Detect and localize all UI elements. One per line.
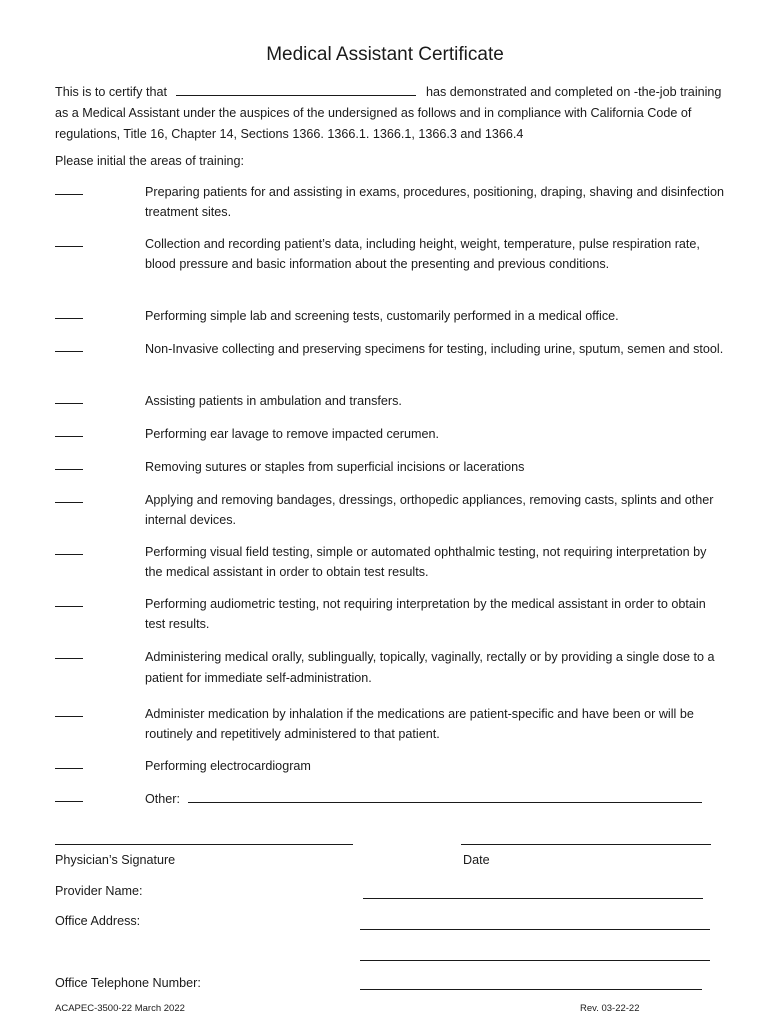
initial-field[interactable] xyxy=(55,606,83,607)
date-line[interactable] xyxy=(461,844,711,845)
intro-text: has demonstrated and completed on -the-job training as a Medical Assistant under the auspices of the undersigned as follows and in compliance with California Code of regulations, Title 16, Chapter 14, Sections 1366. 1366.1. 1366.1, 1366.3 and 1366.4 xyxy=(55,85,722,141)
initial-field[interactable] xyxy=(55,716,83,717)
initial-field[interactable] xyxy=(55,658,83,659)
office-address-line[interactable] xyxy=(360,929,710,930)
training-item-text: Performing electrocardiogram xyxy=(145,759,311,773)
training-item-text: Preparing patients for and assisting in exams, procedures, positioning, draping, shaving and disinfection treatment sites. xyxy=(145,185,724,219)
initial-field[interactable] xyxy=(55,194,83,195)
initial-field[interactable] xyxy=(55,469,83,470)
training-item-text: Assisting patients in ambulation and transfers. xyxy=(145,394,402,408)
training-item-text: Non-Invasive collecting and preserving specimens for testing, including urine, sputum, semen and stool. xyxy=(145,342,724,356)
other-field[interactable] xyxy=(188,802,702,803)
physician-signature-line[interactable] xyxy=(55,844,353,845)
provider-name-line[interactable] xyxy=(363,898,703,899)
intro-prefix: This is to certify that xyxy=(55,85,167,99)
initial-field[interactable] xyxy=(55,351,83,352)
other-label: Other: xyxy=(145,792,180,806)
initial-field[interactable] xyxy=(55,502,83,503)
initial-field[interactable] xyxy=(55,801,83,802)
office-address-label: Office Address: xyxy=(55,914,141,928)
initial-field[interactable] xyxy=(55,554,83,555)
training-item-text: Performing visual field testing, simple or automated ophthalmic testing, not requiring interpretation by the medical assistant in order to obtain test results. xyxy=(145,545,707,579)
other-row xyxy=(145,790,725,810)
office-phone-label: Office Telephone Number: xyxy=(55,976,201,990)
training-item-text: Applying and removing bandages, dressings, orthopedic appliances, removing casts, splints and other internal devices. xyxy=(145,493,714,527)
certification-statement xyxy=(55,82,725,145)
page-title: Medical Assistant Certificate xyxy=(266,44,504,65)
trainee-name-field[interactable] xyxy=(176,95,416,96)
initial-field[interactable] xyxy=(55,318,83,319)
office-phone-line[interactable] xyxy=(360,989,702,990)
training-item-text: Performing ear lavage to remove impacted cerumen. xyxy=(145,427,439,441)
form-id: ACAPEC-3500-22 March 2022 xyxy=(55,1003,185,1014)
instructions: Please initial the areas of training: xyxy=(55,154,245,168)
office-address-line-2[interactable] xyxy=(360,960,710,961)
initial-field[interactable] xyxy=(55,246,83,247)
training-item-text: Administer medication by inhalation if the medications are patient-specific and have been or will be routinely and repetitively administered to that patient. xyxy=(145,707,694,741)
training-item-text: Collection and recording patient’s data, including height, weight, temperature, pulse respiration rate, blood pressure and basic information about the presenting and previous conditions. xyxy=(145,237,700,271)
physician-signature-label: Physician’s Signature xyxy=(55,853,176,867)
date-label: Date xyxy=(463,853,490,867)
initial-field[interactable] xyxy=(55,436,83,437)
provider-name-label: Provider Name: xyxy=(55,884,143,898)
training-item-text: Performing audiometric testing, not requiring interpretation by the medical assistant in order to obtain test results. xyxy=(145,597,706,631)
initial-field[interactable] xyxy=(55,768,83,769)
revision-code: Rev. 03-22-22 xyxy=(580,1003,640,1014)
training-item-text: Performing simple lab and screening tests, customarily performed in a medical office. xyxy=(145,309,619,323)
training-item-text: Administering medical orally, sublingually, topically, vaginally, rectally or by providing a single dose to a patient for immediate self-administration. xyxy=(145,650,715,685)
initial-field[interactable] xyxy=(55,403,83,404)
training-item-text: Removing sutures or staples from superficial incisions or lacerations xyxy=(145,460,525,474)
